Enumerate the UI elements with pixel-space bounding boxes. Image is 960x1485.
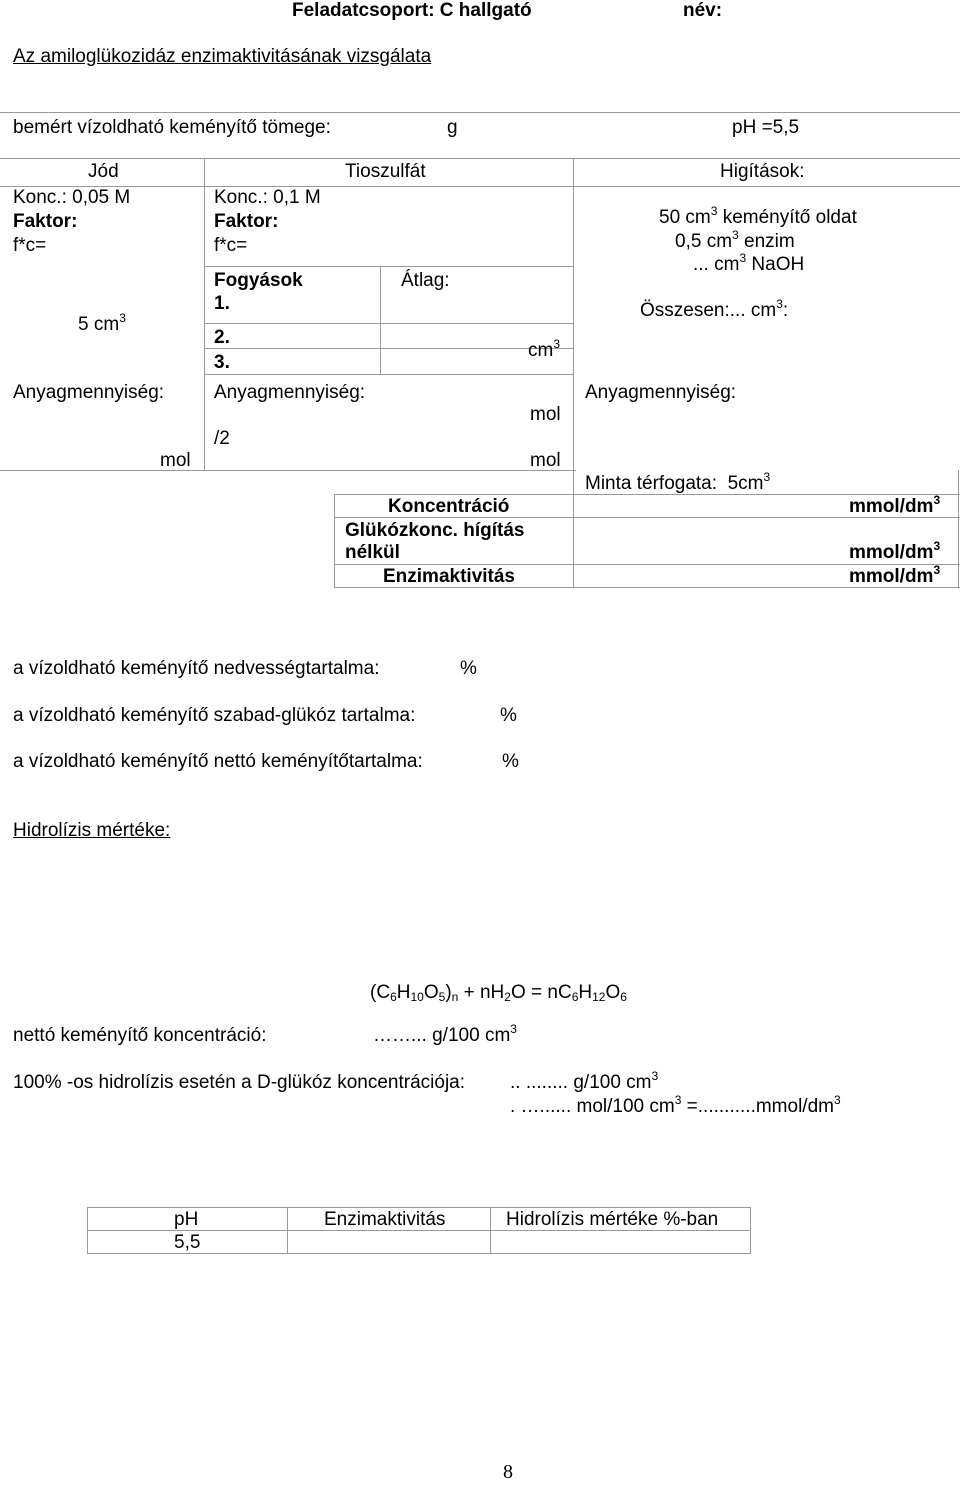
result-unit-enzyme-activity: mmol/$dm^3$	[849, 563, 941, 587]
rule	[380, 266, 381, 374]
rule	[205, 323, 573, 324]
hydrolysis-equation: $(C_6H_{10}O_5)_n + nH_2O = nC_6H_{12}O_6$	[370, 982, 627, 1004]
result-unit-glucose: mmol/$dm^3$	[849, 539, 941, 563]
glucose-conc-value-1: .. ........ g/100 $cm^3$	[510, 1069, 659, 1093]
hydrolysis-title: Hidrolízis mértéke:	[13, 820, 171, 841]
net-starch-unit: %	[502, 751, 519, 772]
rule	[573, 158, 574, 588]
rule	[87, 1207, 88, 1253]
rule	[0, 186, 960, 187]
mass-label: bemért vízoldható keményítő tömege:	[13, 117, 331, 138]
ph-value: pH =5,5	[732, 117, 800, 138]
jod-fc: f*c=	[13, 235, 47, 256]
dilution-total: Összesen:... $cm^3$:	[640, 297, 789, 321]
rule	[0, 112, 960, 113]
net-starch-label: a vízoldható keményítő nettó keményítőtartalma:	[13, 751, 423, 772]
page-number: 8	[503, 1461, 513, 1483]
fogyas-1: 1.	[214, 293, 230, 314]
jod-konc: Konc.: 0,05 M	[13, 187, 131, 208]
rule	[750, 1207, 751, 1253]
free-glucose-label: a vízoldható keményítő szabad-glükóz tartalma:	[13, 705, 416, 726]
net-conc-label: nettó keményítő koncentráció:	[13, 1025, 267, 1046]
page-title: Az amiloglükozidáz enzimaktivitásának vizsgálata	[13, 46, 432, 67]
fogyas-3: 3.	[214, 352, 230, 373]
atlag-label: Átlag:	[401, 270, 450, 291]
result-label-glucose: Glükózkonc. hígítás nélkül	[345, 520, 525, 563]
tioszulfat-mol-2: mol	[530, 450, 561, 471]
tioszulfat-mol-1: mol	[530, 404, 561, 425]
name-label: név:	[683, 0, 723, 21]
rule	[205, 374, 573, 375]
rule	[0, 470, 576, 471]
atlag-unit: $cm^3$	[528, 337, 561, 361]
fogyasok-label: Fogyások	[214, 270, 303, 291]
glucose-conc-value-2: . …...... mol/100 $cm^3$ $=...........mmol/dm^3$	[510, 1093, 841, 1117]
rule	[490, 1207, 491, 1253]
net-conc-value: ……... g/100 $cm^3$	[373, 1022, 517, 1046]
dilution-naoh: ... $cm^3$ NaOH	[693, 251, 805, 275]
jod-faktor: Faktor:	[13, 211, 78, 232]
summary-cell-ph: 5,5	[174, 1232, 201, 1253]
rule	[334, 494, 335, 587]
glucose-conc-label: 100% -os hidrolízis esetén a D-glükóz koncentrációja:	[13, 1072, 466, 1093]
rule	[87, 1207, 751, 1208]
tioszulfat-konc: Konc.: 0,1 M	[214, 187, 321, 208]
dilution-enzyme: 0,5 $cm^3$ enzim	[675, 228, 795, 252]
rule	[958, 470, 959, 587]
jod-mol: mol	[160, 450, 191, 471]
jod-title: Jód	[88, 161, 119, 182]
jod-volume: 5 $cm^3$	[78, 311, 126, 335]
rule	[205, 348, 573, 349]
rule	[0, 158, 960, 159]
summary-header-ph: pH	[174, 1209, 199, 1230]
mass-unit: g	[447, 117, 458, 138]
jod-amount-label: Anyagmennyiség:	[13, 382, 165, 403]
result-label-enzyme-activity: Enzimaktivitás	[383, 566, 515, 587]
result-label-concentration: Koncentráció	[388, 496, 510, 517]
rule	[334, 494, 960, 495]
summary-header-hydrolysis: Hidrolízis mértéke %-ban	[506, 1209, 719, 1230]
tioszulfat-half: /2	[214, 428, 230, 449]
group-label: Feladatcsoport: C hallgató	[292, 0, 532, 21]
higitasok-amount-label: Anyagmennyiség:	[585, 382, 737, 403]
sample-volume: Minta térfogata: $5cm^3$	[585, 470, 771, 494]
rule	[287, 1207, 288, 1253]
moisture-label: a vízoldható keményítő nedvességtartalma:	[13, 658, 380, 679]
dilution-starch: 50 $cm^3$ keményítő oldat	[659, 204, 857, 228]
rule	[204, 158, 205, 470]
tioszulfat-amount-label: Anyagmennyiség:	[214, 382, 366, 403]
result-unit-concentration: mmol/$dm^3$	[849, 493, 941, 517]
rule	[334, 564, 960, 565]
moisture-unit: %	[460, 658, 477, 679]
higitasok-title: Higítások:	[720, 161, 805, 182]
tioszulfat-title: Tioszulfát	[345, 161, 426, 182]
tioszulfat-fc: f*c=	[214, 235, 248, 256]
free-glucose-unit: %	[500, 705, 517, 726]
rule	[205, 266, 573, 267]
tioszulfat-faktor: Faktor:	[214, 211, 279, 232]
fogyas-2: 2.	[214, 327, 230, 348]
summary-header-enzyme-activity: Enzimaktivitás	[324, 1209, 446, 1230]
